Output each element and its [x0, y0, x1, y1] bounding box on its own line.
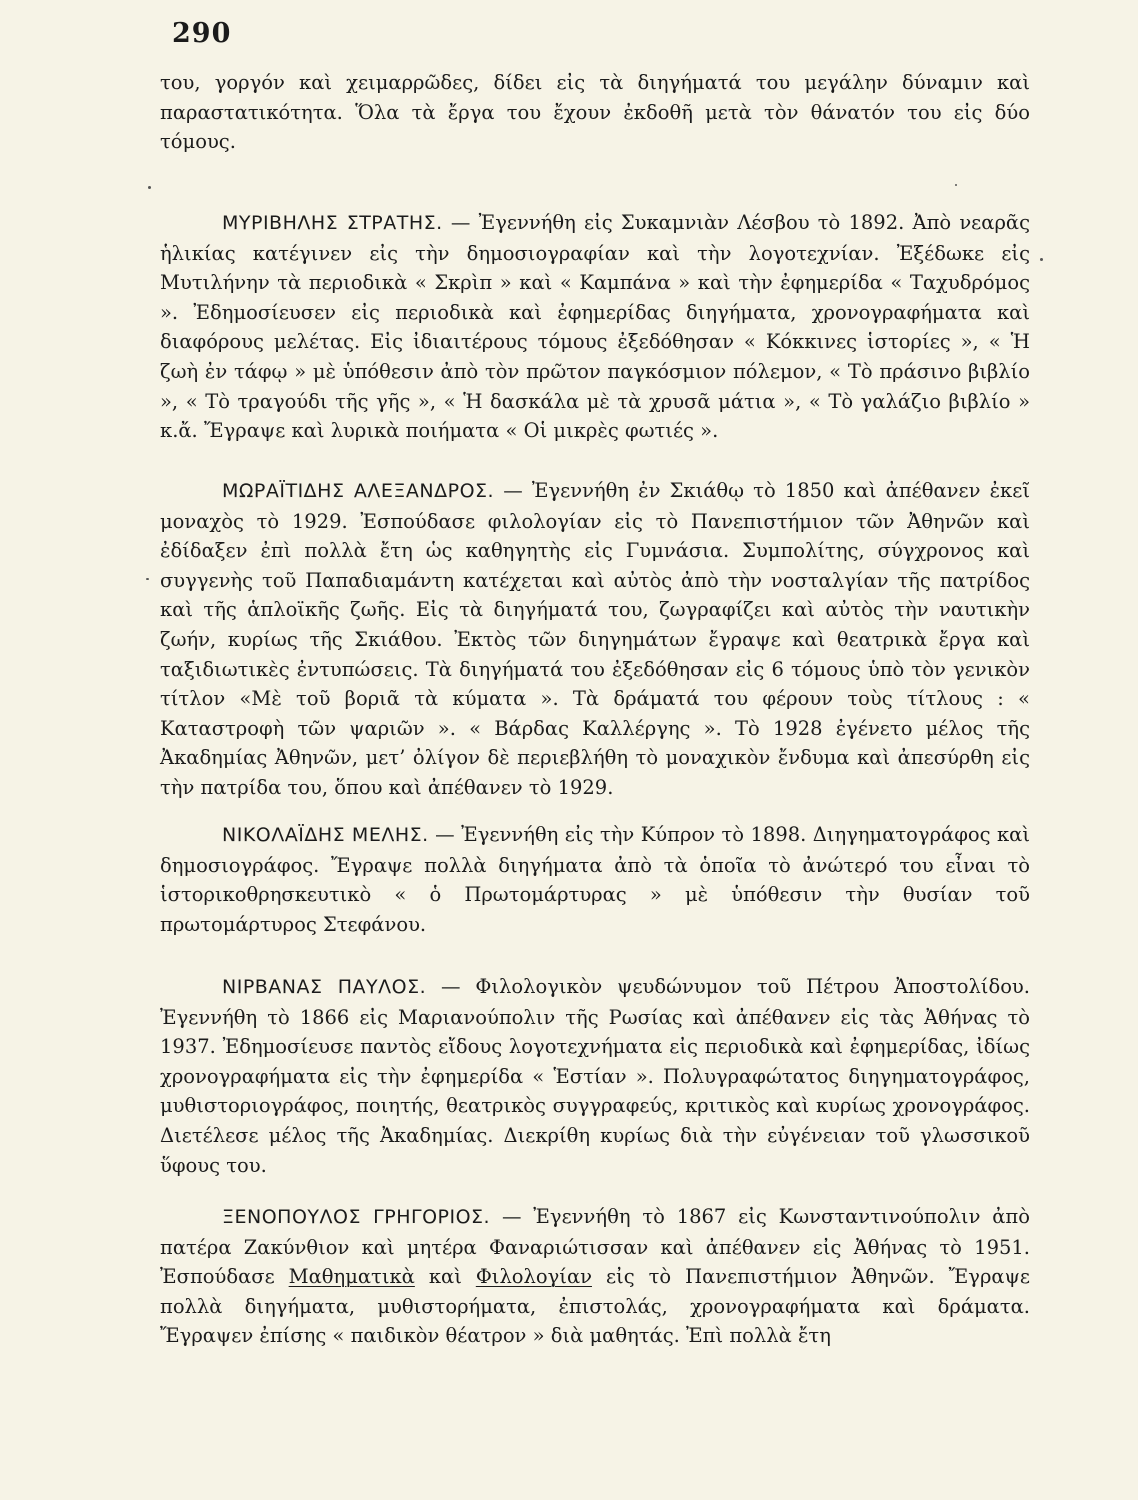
entry-nikolaidis — [160, 820, 1030, 939]
entry-text: εἰς τὸ Πανεπιστήμιον Ἀθηνῶν. Ἔγραψε πολλὰ διηγήματα, μυθιστορήματα, ἐπιστολάς, χρονογραφήματα καὶ δράματα. Ἔγραψεν ἐπίσης « παιδικὸν θέατρον » διὰ μαθητάς. Ἐπὶ πολλὰ ἔτη — [160, 1265, 1030, 1348]
entry-xenopoulos — [160, 1202, 1030, 1351]
entry-name: ΝΙΡΒΑΝΑΣ ΠΑΥΛΟΣ. — [222, 976, 427, 998]
underlined-word: Μαθηματικὰ — [288, 1265, 415, 1289]
page-number: 290 — [172, 18, 232, 49]
entry-text: — Ἐγεννήθη ἐν Σκιάθῳ τὸ 1850 καὶ ἀπέθανεν ἐκεῖ μοναχὸς τὸ 1929. Ἐσπούδασε φιλολογίαν εἰς τὸ Πανεπιστήμιον τῶν Ἀθηνῶν καὶ ἐδίδαξεν ἐπὶ πολλὰ ἔτη ὡς καθηγητὴς εἰς Γυμνάσια. Συμπολίτης, σύγχρονος καὶ συγγενὴς τοῦ Παπαδιαμάντη κατέχεται καὶ αὐτὸς ἀπὸ τὴν νοσταλγίαν τῆς πατρίδος καὶ τῆς ἁπλοϊκῆς ζωῆς. Εἰς τὰ διηγήματά του, ζωγραφίζει καὶ αὐτὸς τὴν ναυτικὴν ζωήν, κυρίως τῆς Σκιάθου. Ἐκτὸς τῶν διηγημάτων ἔγραψε καὶ θεατρικὰ ἔργα καὶ ταξιδιωτικὲς ἐντυπώσεις. Τὰ διηγήματά του ἐξεδόθησαν εἰς 6 τόμους ὑπὸ τὸν γενικὸν τίτλον «Μὲ τοῦ βοριᾶ τὰ κύματα ». Τὰ δράματά του φέρουν τοὺς τίτλους : « Καταστροφὴ τῶν ψαριῶν ». « Βάρδας Καλλέργης ». Τὸ 1928 ἐγένετο μέλος τῆς Ἀκαδημίας Ἀθηνῶν, μετ’ ὀλίγον δὲ περιεβλήθη τὸ μοναχικὸν ἔνδυμα καὶ ἀπεσύρθη εἰς τὴν πατρίδα του, ὅπου καὶ ἀπέθανεν τὸ 1929. — [160, 479, 1030, 799]
paper-speck — [955, 184, 957, 186]
underlined-word: Φιλολογίαν — [475, 1265, 592, 1289]
entry-name: ΞΕΝΟΠΟΥΛΟΣ ΓΡΗΓΟΡΙΟΣ. — [222, 1206, 491, 1228]
entry-text: — Φιλολογικὸν ψευδώνυμον τοῦ Πέτρου Ἀποστολίδου. Ἐγεννήθη τὸ 1866 εἰς Μαριανούπολιν τῆς Ρωσίας καὶ ἀπέθανεν εἰς τὰς Ἀθήνας τὸ 1937. Ἐδημοσίευσε παντὸς εἴδους λογοτεχνήματα εἰς περιοδικὰ καὶ ἐφημερίδας, ἰδίως χρονογραφήματα εἰς τὴν ἐφημερίδα « Ἑστίαν ». Πολυγραφώτατος διηγηματογράφος, μυθιστοριογράφος, ποιητής, θεατρικὸς συγγραφεύς, κριτικὸς καὶ κυρίως χρονογράφος. Διετέλεσε μέλος τῆς Ἀκαδημίας. Διεκρίθη κυρίως διὰ τὴν εὐγένειαν τοῦ γλωσσικοῦ ὕφους του. — [160, 975, 1030, 1177]
entry-text: — Ἐγεννήθη τὸ 1867 εἰς Κωνσταντινούπολιν ἀπὸ πατέρα Ζακύνθιον καὶ μητέρα Φαναριώτισσαν καὶ ἀπέθανεν εἰς Ἀθήνας τὸ 1951. Ἐσπούδασε — [160, 1205, 1030, 1289]
entry-moraitidis — [160, 476, 1030, 803]
paper-speck — [146, 578, 149, 580]
entry-myrivilis — [160, 208, 1030, 446]
continuation-paragraph: του, γοργόν καὶ χειμαρρῶδες, δίδει εἰς τὰ διηγήματά του μεγάλην δύναμιν καὶ παραστατικότητα. Ὅλα τὰ ἔργα του ἔχουν ἐκδοθῆ μετὰ τὸν θάνατόν του εἰς δύο τόμους. — [160, 71, 1030, 154]
entry-name: ΝΙΚΟΛΑΪΔΗΣ ΜΕΛΗΣ. — [222, 824, 429, 846]
entry-name: ΜΩΡΑΪΤΙΔΗΣ ΑΛΕΞΑΝΔΡΟΣ. — [222, 480, 495, 502]
entry-text: καὶ — [414, 1265, 476, 1289]
entry-text: — Ἐγεννήθη εἰς τὴν Κύπρον τὸ 1898. Διηγηματογράφος καὶ δημοσιογράφος. Ἔγραψε πολλὰ διηγήματα ἀπὸ τὰ ὁποῖα τὸ ἀνώτερό του εἶναι τὸ ἱστορικοθρησκευτικὸ « ὁ Πρωτομάρτυρας » μὲ ὑπόθεσιν τὴν θυσίαν τοῦ πρωτομάρτυρος Στεφάνου. — [160, 823, 1031, 936]
paper-speck — [1040, 258, 1043, 261]
entry-nirvanas — [160, 972, 1030, 1180]
entry-name: ΜΥΡΙΒΗΛΗΣ ΣΤΡΑΤΗΣ. — [222, 212, 443, 234]
entry-text: — Ἐγεννήθη εἰς Συκαμνιὰν Λέσβου τὸ 1892. Ἀπὸ νεαρᾶς ἡλικίας κατέγινεν εἰς τὴν δημοσιογραφίαν καὶ τὴν λογοτεχνίαν. Ἐξέδωκε εἰς Μυτιλήνην τὰ περιοδικὰ « Σκρὶπ » καὶ « Καμπάνα » καὶ τὴν ἐφημερίδα « Ταχυδρόμος ». Ἐδημοσίευσεν εἰς περιοδικὰ καὶ ἐφημερίδας διηγήματα, χρονογραφήματα καὶ διαφόρους μελέτας. Εἰς ἰδιαιτέρους τόμους ἐξεδόθησαν « Κόκκινες ἱστορίες », « Ἡ ζωὴ ἐν τάφῳ » μὲ ὑπόθεσιν ἀπὸ τὸν πρῶτον παγκόσμιον πόλεμον, « Τὸ πράσινο βιβλίο », « Τὸ τραγούδι τῆς γῆς », « Ἡ δασκάλα μὲ τὰ χρυσᾶ μάτια », « Τὸ γαλάζιο βιβλίο » κ.ἄ. Ἔγραψε καὶ λυρικὰ ποιήματα « Οἱ μικρὲς φωτιές ». — [160, 211, 1031, 443]
paper-speck — [148, 186, 151, 189]
